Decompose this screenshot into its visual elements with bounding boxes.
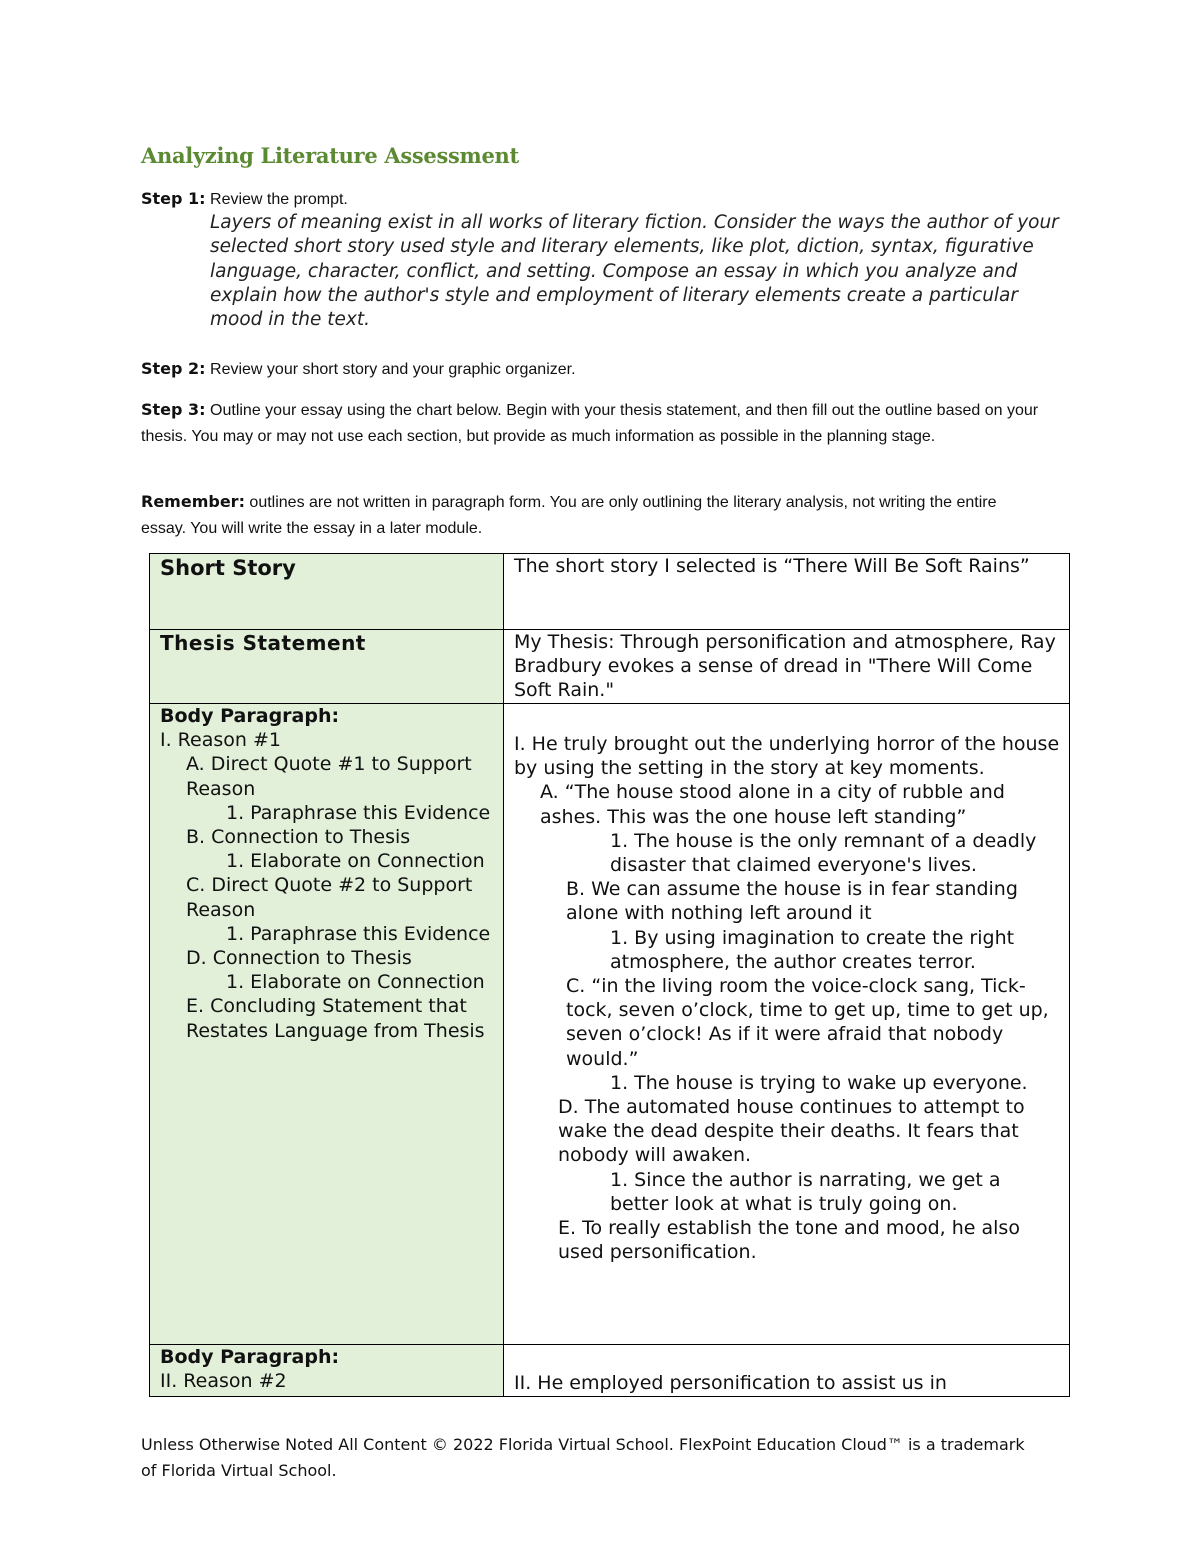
short-story-label-cell xyxy=(150,554,504,630)
body2-answer-start: II. He employed personification to assist us in xyxy=(514,1372,947,1394)
remember-label: Remember: xyxy=(141,492,245,511)
document-title: Analyzing Literature Assessment xyxy=(141,143,519,168)
body1-answer-d1: 1. Since the author is narrating, we get a better look at what is truly going on. xyxy=(610,1168,1001,1215)
body1-answer-b1: 1. By using imagination to create the right atmosphere, the author creates terror. xyxy=(610,926,1015,973)
row-short-story xyxy=(150,554,1070,630)
step-2 xyxy=(141,356,1041,383)
body1-guide-a1: 1. Paraphrase this Evidence xyxy=(226,801,491,824)
body1-answer-e: E. To really establish the tone and mood, he also used personification. xyxy=(558,1217,1020,1264)
body1-answer-cell[interactable] xyxy=(504,704,1070,1345)
row-body-paragraph-2 xyxy=(150,1345,1070,1397)
body1-answer-a1: 1. The house is the only remnant of a deadly disaster that claimed everyone's lives. xyxy=(610,829,1037,877)
body2-guide-cell xyxy=(150,1345,504,1397)
thesis-value: My Thesis: Through personification and atmosphere, Ray Bradbury evokes a sense of dread in "There Will Come Soft Rain." xyxy=(514,631,1056,702)
step-1-text: Review the prompt. xyxy=(205,191,348,208)
step-3-text: Outline your essay using the chart below. Begin with your thesis statement, and then fill out the outline based on your thesis. You may or may not use each section, but provide as much information as possible in the planning stage. xyxy=(141,402,1039,445)
essay-prompt: Layers of meaning exist in all works of literary fiction. Consider the ways the author of your selected short story used style and literary elements, like plot, diction, syntax, figurative language, character, conflict, and setting. Compose an essay in which you analyze and explain how the author's style and employment of literary elements create a particular mood in the text. xyxy=(210,212,1059,331)
body1-reason: I. Reason #1 xyxy=(160,729,281,752)
body1-guide-d1: 1. Elaborate on Connection xyxy=(226,971,485,994)
short-story-value: The short story I selected is “There Will Be Soft Rains” xyxy=(514,555,1030,577)
body1-answer-b: B. We can assume the house is in fear standing alone with nothing left around it xyxy=(566,878,1018,925)
body2-heading: Body Paragraph: xyxy=(160,1346,340,1368)
thesis-value-cell[interactable] xyxy=(504,630,1070,704)
body1-guide-b1: 1. Elaborate on Connection xyxy=(226,850,485,873)
step-3-label: Step 3: xyxy=(141,400,206,419)
step-2-text: Review your short story and your graphic organizer. xyxy=(205,361,576,378)
step-2-label: Step 2: xyxy=(141,359,206,378)
body1-answer-a: A. “The house stood alone in a city of rubble and ashes. This was the one house left standing” xyxy=(540,781,1005,828)
body2-reason: II. Reason #2 xyxy=(160,1370,287,1393)
row-body-paragraph-1 xyxy=(150,704,1070,1345)
body1-answer-c: C. “in the living room the voice-clock sang, Tick-tock, seven o’clock, time to get up, time to get up, seven o’clock! As if it were afraid that nobody would.” xyxy=(566,975,1049,1070)
body1-guide-e: E. Concluding Statement that Restates Language from Thesis xyxy=(186,995,485,1042)
thesis-label: Thesis Statement xyxy=(160,631,366,655)
outline-table xyxy=(149,553,1070,1397)
body1-answer-i: I. He truly brought out the underlying horror of the house by using the setting in the story at key moments. xyxy=(514,733,1060,780)
body1-guide-b: B. Connection to Thesis xyxy=(186,826,411,849)
body1-guide-d: D. Connection to Thesis xyxy=(186,947,412,970)
short-story-label: Short Story xyxy=(160,556,296,580)
step-3 xyxy=(141,397,1041,450)
copyright-footer: Unless Otherwise Noted All Content © 2022 Florida Virtual School. FlexPoint Education Cloud™ is a trademark of Florida Virtual School. xyxy=(141,1435,1025,1480)
step-1-label: Step 1: xyxy=(141,189,206,208)
remember-text: outlines are not written in paragraph form. You are only outlining the literary analysis, not writing the entire essay. You will write the essay in a later module. xyxy=(141,494,997,537)
body1-heading: Body Paragraph: xyxy=(160,705,340,727)
remember-note xyxy=(141,489,1041,542)
body1-guide-c: C. Direct Quote #2 to Support Reason xyxy=(186,874,473,921)
body1-guide-c1: 1. Paraphrase this Evidence xyxy=(226,922,491,945)
body1-answer-d: D. The automated house continues to attempt to wake the dead despite their deaths. It fears that nobody will awaken. xyxy=(558,1096,1025,1167)
body2-answer-cell[interactable] xyxy=(504,1345,1070,1397)
row-thesis xyxy=(150,630,1070,704)
body1-guide-cell xyxy=(150,704,504,1345)
body1-answer-c1: 1. The house is trying to wake up everyone. xyxy=(610,1071,1028,1094)
body1-guide-a: A. Direct Quote #1 to Support Reason xyxy=(186,753,472,800)
step-1 xyxy=(141,186,1041,213)
short-story-value-cell[interactable] xyxy=(504,554,1070,630)
thesis-label-cell xyxy=(150,630,504,704)
